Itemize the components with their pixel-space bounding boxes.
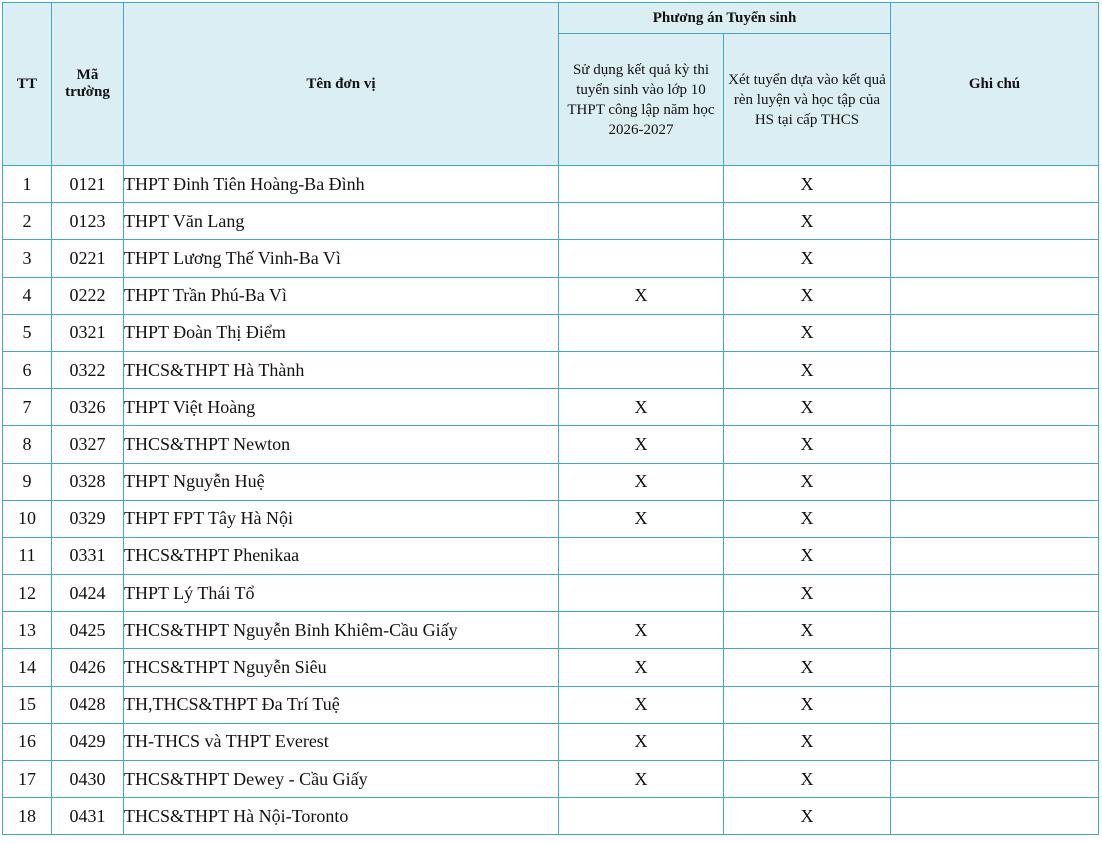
cell-ghi-chu	[891, 761, 1099, 798]
table-row	[3, 389, 1099, 426]
cell-su-dung-ket-qua-thi	[559, 314, 724, 351]
header-phuong-an-tuyen-sinh: Phương án Tuyển sinh	[559, 3, 891, 34]
cell-ma-truong: 0429	[52, 723, 124, 760]
cell-su-dung-ket-qua-thi: X	[559, 723, 724, 760]
cell-ten-don-vi: THPT Đoàn Thị Điểm	[124, 314, 559, 351]
cell-ghi-chu	[891, 314, 1099, 351]
cell-su-dung-ket-qua-thi: X	[559, 761, 724, 798]
cell-xet-tuyen: X	[724, 500, 891, 537]
cell-ten-don-vi: THCS&THPT Hà Nội-Toronto	[124, 798, 559, 835]
cell-ghi-chu	[891, 426, 1099, 463]
cell-ma-truong: 0327	[52, 426, 124, 463]
cell-tt: 13	[3, 612, 52, 649]
table-row	[3, 723, 1099, 760]
table-row	[3, 203, 1099, 240]
cell-tt: 6	[3, 351, 52, 388]
cell-ma-truong: 0331	[52, 537, 124, 574]
cell-tt: 18	[3, 798, 52, 835]
cell-su-dung-ket-qua-thi	[559, 166, 724, 203]
cell-su-dung-ket-qua-thi	[559, 203, 724, 240]
cell-ghi-chu	[891, 463, 1099, 500]
cell-ghi-chu	[891, 277, 1099, 314]
cell-ghi-chu	[891, 203, 1099, 240]
table-row	[3, 761, 1099, 798]
cell-ghi-chu	[891, 686, 1099, 723]
table-header	[3, 3, 1099, 166]
cell-ten-don-vi: THCS&THPT Nguyễn Siêu	[124, 649, 559, 686]
cell-xet-tuyen: X	[724, 277, 891, 314]
cell-su-dung-ket-qua-thi	[559, 537, 724, 574]
cell-ma-truong: 0222	[52, 277, 124, 314]
cell-su-dung-ket-qua-thi: X	[559, 686, 724, 723]
cell-ma-truong: 0430	[52, 761, 124, 798]
cell-ghi-chu	[891, 351, 1099, 388]
cell-ma-truong: 0328	[52, 463, 124, 500]
table-row	[3, 166, 1099, 203]
cell-su-dung-ket-qua-thi	[559, 351, 724, 388]
cell-tt: 12	[3, 575, 52, 612]
header-xet-tuyen: Xét tuyển dựa vào kết quả rèn luyện và học tập của HS tại cấp THCS	[724, 34, 891, 166]
cell-ghi-chu	[891, 166, 1099, 203]
cell-su-dung-ket-qua-thi: X	[559, 426, 724, 463]
cell-su-dung-ket-qua-thi	[559, 240, 724, 277]
cell-xet-tuyen: X	[724, 351, 891, 388]
cell-ten-don-vi: THPT Lý Thái Tổ	[124, 575, 559, 612]
header-tt: TT	[3, 3, 52, 166]
cell-xet-tuyen: X	[724, 537, 891, 574]
cell-ten-don-vi: THCS&THPT Phenikaa	[124, 537, 559, 574]
cell-ma-truong: 0329	[52, 500, 124, 537]
table-body	[3, 166, 1099, 835]
cell-xet-tuyen: X	[724, 314, 891, 351]
table-row	[3, 649, 1099, 686]
cell-su-dung-ket-qua-thi: X	[559, 612, 724, 649]
cell-xet-tuyen: X	[724, 203, 891, 240]
cell-xet-tuyen: X	[724, 389, 891, 426]
cell-ma-truong: 0425	[52, 612, 124, 649]
cell-ma-truong: 0123	[52, 203, 124, 240]
cell-ghi-chu	[891, 575, 1099, 612]
cell-su-dung-ket-qua-thi: X	[559, 649, 724, 686]
cell-xet-tuyen: X	[724, 426, 891, 463]
table-row	[3, 426, 1099, 463]
cell-ghi-chu	[891, 240, 1099, 277]
cell-tt: 8	[3, 426, 52, 463]
cell-xet-tuyen: X	[724, 761, 891, 798]
cell-ghi-chu	[891, 612, 1099, 649]
cell-ma-truong: 0322	[52, 351, 124, 388]
header-ghi-chu: Ghi chú	[891, 3, 1099, 166]
cell-ghi-chu	[891, 649, 1099, 686]
cell-ghi-chu	[891, 537, 1099, 574]
cell-tt: 10	[3, 500, 52, 537]
cell-ghi-chu	[891, 389, 1099, 426]
cell-ten-don-vi: THCS&THPT Dewey - Cầu Giấy	[124, 761, 559, 798]
cell-tt: 3	[3, 240, 52, 277]
cell-ten-don-vi: THCS&THPT Hà Thành	[124, 351, 559, 388]
cell-tt: 11	[3, 537, 52, 574]
cell-xet-tuyen: X	[724, 240, 891, 277]
cell-ten-don-vi: THPT Đinh Tiên Hoàng-Ba Đình	[124, 166, 559, 203]
cell-tt: 2	[3, 203, 52, 240]
cell-ma-truong: 0121	[52, 166, 124, 203]
table-row	[3, 463, 1099, 500]
cell-xet-tuyen: X	[724, 612, 891, 649]
cell-tt: 9	[3, 463, 52, 500]
table-row	[3, 575, 1099, 612]
table-row	[3, 351, 1099, 388]
table-row	[3, 277, 1099, 314]
cell-ten-don-vi: THPT Trần Phú-Ba Vì	[124, 277, 559, 314]
cell-xet-tuyen: X	[724, 723, 891, 760]
table-row	[3, 612, 1099, 649]
cell-ten-don-vi: THPT FPT Tây Hà Nội	[124, 500, 559, 537]
cell-ten-don-vi: THPT Việt Hoàng	[124, 389, 559, 426]
cell-tt: 14	[3, 649, 52, 686]
cell-ten-don-vi: THPT Nguyễn Huệ	[124, 463, 559, 500]
cell-ma-truong: 0221	[52, 240, 124, 277]
cell-ghi-chu	[891, 723, 1099, 760]
cell-xet-tuyen: X	[724, 686, 891, 723]
header-su-dung-ket-qua-thi: Sử dụng kết quả kỳ thi tuyển sinh vào lớp 10 THPT công lập năm học 2026-2027	[559, 34, 724, 166]
cell-xet-tuyen: X	[724, 575, 891, 612]
cell-ten-don-vi: THCS&THPT Nguyễn Bỉnh Khiêm-Cầu Giấy	[124, 612, 559, 649]
cell-ten-don-vi: TH-THCS và THPT Everest	[124, 723, 559, 760]
cell-su-dung-ket-qua-thi	[559, 798, 724, 835]
cell-ghi-chu	[891, 798, 1099, 835]
cell-tt: 7	[3, 389, 52, 426]
cell-ma-truong: 0424	[52, 575, 124, 612]
header-ma-truong: Mã trường	[52, 3, 124, 166]
cell-tt: 1	[3, 166, 52, 203]
cell-ma-truong: 0321	[52, 314, 124, 351]
table-row	[3, 500, 1099, 537]
table-row	[3, 314, 1099, 351]
cell-su-dung-ket-qua-thi: X	[559, 389, 724, 426]
table-row	[3, 240, 1099, 277]
header-ten-don-vi: Tên đơn vị	[124, 3, 559, 166]
cell-ten-don-vi: TH,THCS&THPT Đa Trí Tuệ	[124, 686, 559, 723]
cell-tt: 17	[3, 761, 52, 798]
cell-ten-don-vi: THPT Lương Thế Vinh-Ba Vì	[124, 240, 559, 277]
cell-su-dung-ket-qua-thi: X	[559, 277, 724, 314]
cell-xet-tuyen: X	[724, 166, 891, 203]
cell-xet-tuyen: X	[724, 798, 891, 835]
cell-tt: 16	[3, 723, 52, 760]
cell-tt: 15	[3, 686, 52, 723]
table-row	[3, 798, 1099, 835]
cell-ma-truong: 0431	[52, 798, 124, 835]
cell-tt: 4	[3, 277, 52, 314]
cell-ma-truong: 0428	[52, 686, 124, 723]
cell-su-dung-ket-qua-thi	[559, 575, 724, 612]
cell-su-dung-ket-qua-thi: X	[559, 500, 724, 537]
cell-su-dung-ket-qua-thi: X	[559, 463, 724, 500]
cell-ghi-chu	[891, 500, 1099, 537]
admission-table	[2, 2, 1099, 835]
cell-ma-truong: 0426	[52, 649, 124, 686]
cell-xet-tuyen: X	[724, 649, 891, 686]
cell-xet-tuyen: X	[724, 463, 891, 500]
cell-ten-don-vi: THCS&THPT Newton	[124, 426, 559, 463]
cell-ma-truong: 0326	[52, 389, 124, 426]
table-row	[3, 537, 1099, 574]
cell-tt: 5	[3, 314, 52, 351]
table-row	[3, 686, 1099, 723]
cell-ten-don-vi: THPT Văn Lang	[124, 203, 559, 240]
